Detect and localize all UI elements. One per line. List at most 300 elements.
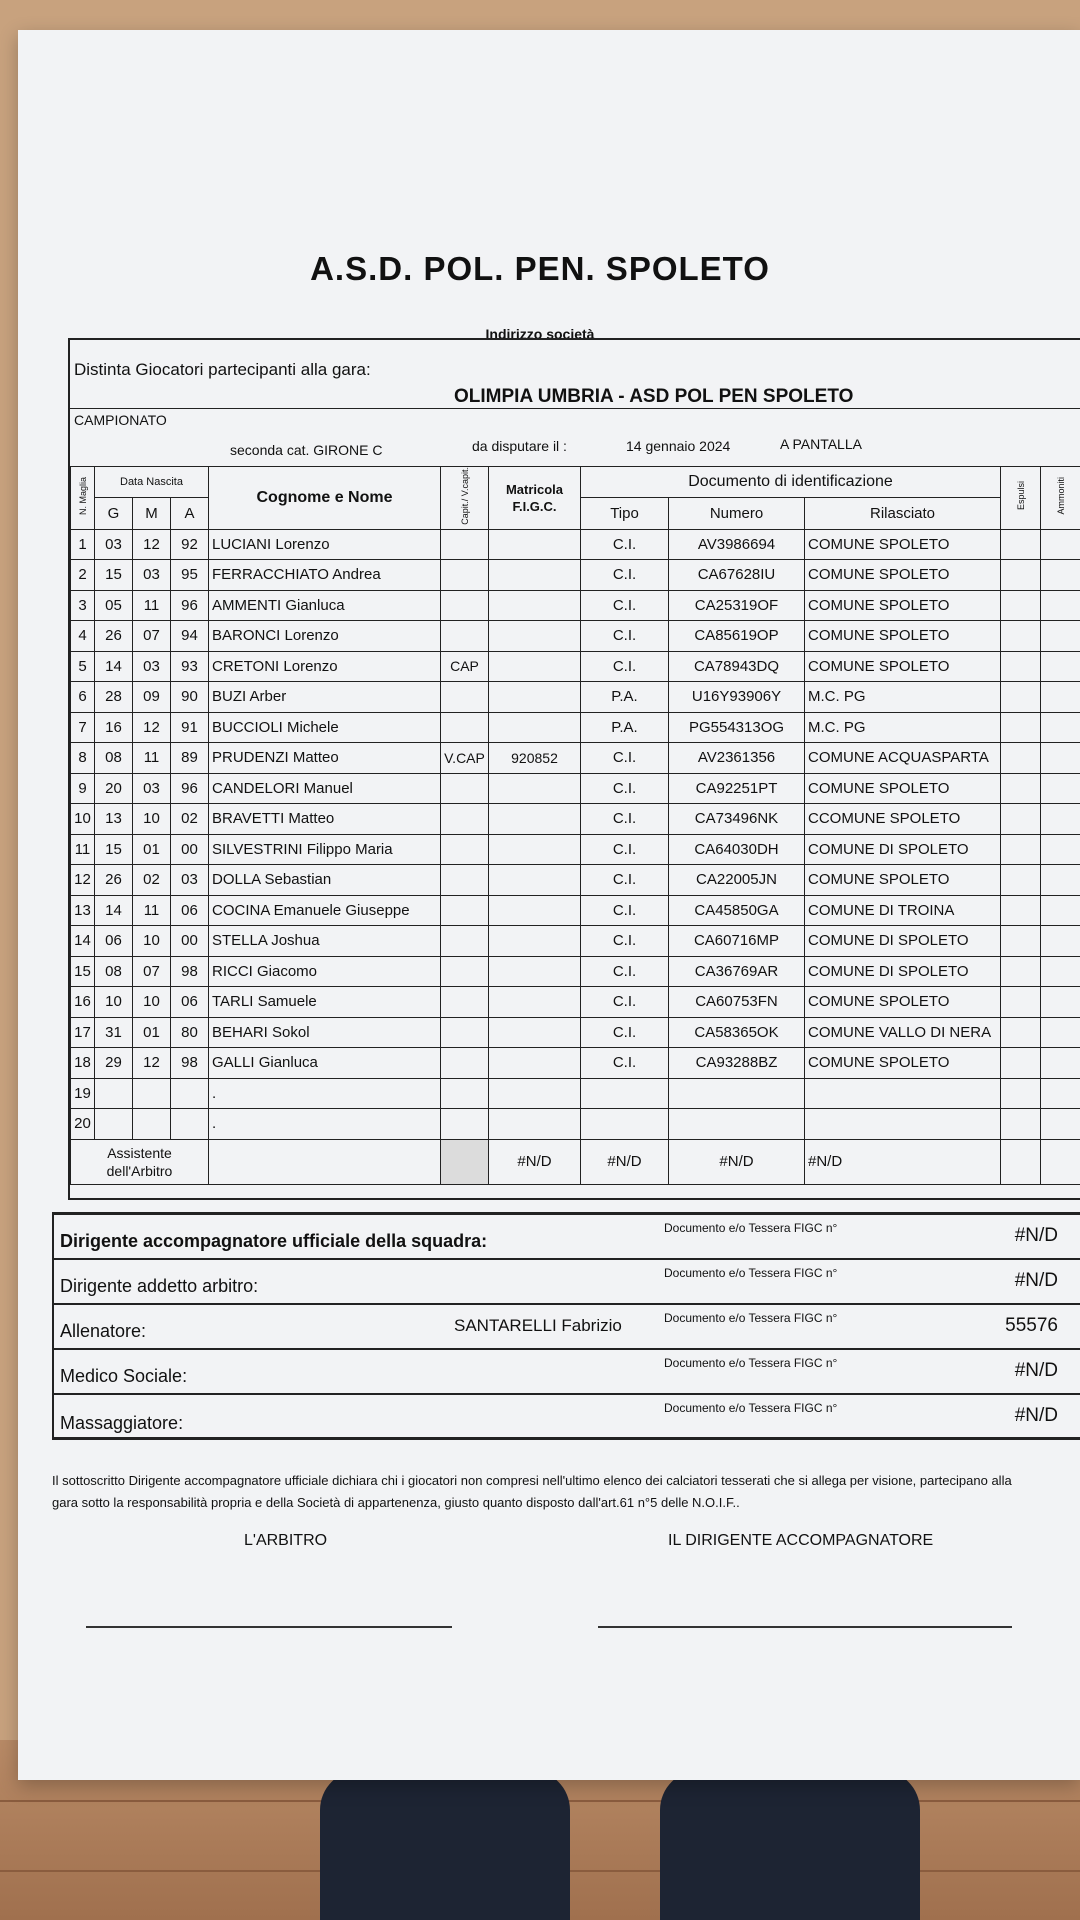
birth-day: 13 xyxy=(95,804,133,835)
disclaimer xyxy=(52,1470,1062,1514)
matricola xyxy=(489,1109,581,1140)
doc-issuer xyxy=(805,1109,1001,1140)
birth-day: 26 xyxy=(95,865,133,896)
espulsi-cell xyxy=(1001,1048,1041,1079)
birth-month: 10 xyxy=(133,804,171,835)
birth-year: 89 xyxy=(171,743,209,774)
official-doc-label: Documento e/o Tessera FIGC n° xyxy=(664,1311,838,1325)
espulsi-cell xyxy=(1001,529,1041,560)
doc-type: C.I. xyxy=(581,590,669,621)
assistant-matricola: #N/D xyxy=(489,1139,581,1184)
official-doc-label: Documento e/o Tessera FIGC n° xyxy=(664,1356,838,1370)
birth-day: 03 xyxy=(95,529,133,560)
captain-mark xyxy=(441,590,489,621)
matricola xyxy=(489,956,581,987)
birth-year: 93 xyxy=(171,651,209,682)
birth-day: 28 xyxy=(95,682,133,713)
doc-type: C.I. xyxy=(581,529,669,560)
disclaimer-line-1: Il sottoscritto Dirigente accompagnatore ufficiale dichiara chi i giocatori non compresi nell'ultimo elenco dei calciatori tesserati che si allega per visione, partecipano alla xyxy=(52,1473,1012,1488)
doc-number: CA60753FN xyxy=(669,987,805,1018)
shirt-number: 6 xyxy=(71,682,95,713)
official-role: Dirigente accompagnatore ufficiale della squadra: xyxy=(60,1231,488,1251)
doc-number: CA67628IU xyxy=(669,560,805,591)
ammoniti-cell xyxy=(1041,682,1080,713)
player-row xyxy=(71,590,1080,621)
doc-number xyxy=(669,1078,805,1109)
birth-day xyxy=(95,1109,133,1140)
doc-issuer: COMUNE SPOLETO xyxy=(805,865,1001,896)
match-name: OLIMPIA UMBRIA - ASD POL PEN SPOLETO xyxy=(454,386,854,407)
assistant-tipo: #N/D xyxy=(581,1139,669,1184)
assistant-referee-row xyxy=(71,1139,1080,1184)
ammoniti-cell xyxy=(1041,1109,1080,1140)
espulsi-cell xyxy=(1001,865,1041,896)
doc-type: C.I. xyxy=(581,773,669,804)
doc-type: C.I. xyxy=(581,560,669,591)
player-row xyxy=(71,651,1080,682)
player-name: BUCCIOLI Michele xyxy=(209,712,441,743)
birth-year xyxy=(171,1078,209,1109)
match-date: 14 gennaio 2024 xyxy=(626,438,731,454)
doc-number: CA22005JN xyxy=(669,865,805,896)
matricola xyxy=(489,590,581,621)
espulsi-cell xyxy=(1001,560,1041,591)
espulsi-cell xyxy=(1001,1078,1041,1109)
birth-month: 02 xyxy=(133,865,171,896)
birth-year: 96 xyxy=(171,773,209,804)
rilasciato-header: Rilasciato xyxy=(805,498,1001,529)
doc-number: CA73496NK xyxy=(669,804,805,835)
espulsi-cell xyxy=(1001,926,1041,957)
player-row xyxy=(71,621,1080,652)
doc-number: CA25319OF xyxy=(669,590,805,621)
birth-year: 98 xyxy=(171,1048,209,1079)
doc-issuer: COMUNE VALLO DI NERA xyxy=(805,1017,1001,1048)
doc-type: C.I. xyxy=(581,834,669,865)
ammoniti-cell xyxy=(1041,590,1080,621)
doc-issuer: COMUNE SPOLETO xyxy=(805,590,1001,621)
doc-issuer: COMUNE SPOLETO xyxy=(805,773,1001,804)
shirt-number: 12 xyxy=(71,865,95,896)
shirt-number: 14 xyxy=(71,926,95,957)
official-row xyxy=(54,1215,1080,1260)
birth-year: 92 xyxy=(171,529,209,560)
shirt-number: 2 xyxy=(71,560,95,591)
espulsi-cell xyxy=(1001,743,1041,774)
doc-issuer: CCOMUNE SPOLETO xyxy=(805,804,1001,835)
birth-month: 10 xyxy=(133,926,171,957)
doc-number: CA36769AR xyxy=(669,956,805,987)
captain-mark xyxy=(441,1048,489,1079)
birth-year: 00 xyxy=(171,926,209,957)
assistant-label-1: Assistente xyxy=(107,1144,172,1161)
birth-month: 01 xyxy=(133,1017,171,1048)
official-doc-value: #N/D xyxy=(1014,1270,1058,1291)
doc-number xyxy=(669,1109,805,1140)
shirt-number: 19 xyxy=(71,1078,95,1109)
matricola xyxy=(489,621,581,652)
player-row xyxy=(71,1048,1080,1079)
ammoniti-cell xyxy=(1041,712,1080,743)
ammoniti-cell xyxy=(1041,773,1080,804)
birth-year: 02 xyxy=(171,804,209,835)
espulsi-cell xyxy=(1001,987,1041,1018)
match-venue: A PANTALLA xyxy=(780,436,862,452)
matricola xyxy=(489,529,581,560)
manager-signature-label: IL DIRIGENTE ACCOMPAGNATORE xyxy=(668,1532,934,1549)
ammoniti-cell xyxy=(1041,743,1080,774)
player-row xyxy=(71,956,1080,987)
assistant-label-2: dell'Arbitro xyxy=(106,1162,173,1179)
birth-month: 07 xyxy=(133,621,171,652)
captain-mark xyxy=(441,987,489,1018)
birth-day: 31 xyxy=(95,1017,133,1048)
player-name: COCINA Emanuele Giuseppe xyxy=(209,895,441,926)
numero-header: Numero xyxy=(669,498,805,529)
player-name: DOLLA Sebastian xyxy=(209,865,441,896)
doc-number: CA45850GA xyxy=(669,895,805,926)
doc-type: C.I. xyxy=(581,956,669,987)
birth-year: 03 xyxy=(171,865,209,896)
birth-month: 07 xyxy=(133,956,171,987)
espulsi-cell xyxy=(1001,1109,1041,1140)
birth-day: 20 xyxy=(95,773,133,804)
assistant-rilasciato: #N/D xyxy=(805,1139,1001,1184)
official-name: SANTARELLI Fabrizio xyxy=(454,1316,622,1335)
doc-type: P.A. xyxy=(581,712,669,743)
shirt-number: 11 xyxy=(71,834,95,865)
official-doc-value: 55576 xyxy=(1005,1315,1058,1336)
ammoniti-cell xyxy=(1041,834,1080,865)
doc-number: CA85619OP xyxy=(669,621,805,652)
captain-mark xyxy=(441,773,489,804)
disclaimer-line-2: gara sotto la responsabilità propria e della Società di appartenenza, giusto quanto disposto dall'art.61 n°5 delle N.O.I.F.. xyxy=(52,1495,740,1510)
birth-month: 11 xyxy=(133,743,171,774)
distinta-label: Distinta Giocatori partecipanti alla gara: xyxy=(74,360,371,379)
captain-mark xyxy=(441,865,489,896)
matricola xyxy=(489,895,581,926)
birth-day: 05 xyxy=(95,590,133,621)
player-name: RICCI Giacomo xyxy=(209,956,441,987)
birth-day: 14 xyxy=(95,651,133,682)
shirt-header: N. Maglia xyxy=(77,476,88,515)
shirt-number: 16 xyxy=(71,987,95,1018)
espulsi-cell xyxy=(1001,773,1041,804)
doc-issuer: COMUNE SPOLETO xyxy=(805,987,1001,1018)
campionato-label: CAMPIONATO xyxy=(74,412,167,428)
official-row xyxy=(54,1395,1080,1440)
doc-issuer: COMUNE DI SPOLETO xyxy=(805,956,1001,987)
espulsi-cell xyxy=(1001,956,1041,987)
birth-year xyxy=(171,1109,209,1140)
birth-day: 08 xyxy=(95,743,133,774)
ammoniti-cell xyxy=(1041,895,1080,926)
official-role: Allenatore: xyxy=(60,1321,147,1341)
doc-issuer: COMUNE SPOLETO xyxy=(805,651,1001,682)
player-row xyxy=(71,682,1080,713)
birth-month: 12 xyxy=(133,712,171,743)
month-header: M xyxy=(133,498,171,529)
captain-mark xyxy=(441,529,489,560)
espulsi-cell xyxy=(1001,712,1041,743)
doc-type: C.I. xyxy=(581,804,669,835)
shirt-number: 20 xyxy=(71,1109,95,1140)
player-row xyxy=(71,804,1080,835)
doc-type: P.A. xyxy=(581,682,669,713)
doc-type: C.I. xyxy=(581,621,669,652)
official-row xyxy=(54,1350,1080,1395)
captain-mark xyxy=(441,956,489,987)
birth-year: 96 xyxy=(171,590,209,621)
referee-signature-label: L'ARBITRO xyxy=(244,1532,328,1549)
player-name: BRAVETTI Matteo xyxy=(209,804,441,835)
espulsi-cell xyxy=(1001,895,1041,926)
birth-month xyxy=(133,1078,171,1109)
player-name: BUZI Arber xyxy=(209,682,441,713)
doc-number: CA78943DQ xyxy=(669,651,805,682)
birth-year: 06 xyxy=(171,895,209,926)
official-doc-label: Documento e/o Tessera FIGC n° xyxy=(664,1401,838,1415)
captain-mark xyxy=(441,804,489,835)
ammoniti-cell xyxy=(1041,956,1080,987)
captain-mark xyxy=(441,560,489,591)
birth-month: 03 xyxy=(133,651,171,682)
birth-month: 11 xyxy=(133,590,171,621)
doc-type: C.I. xyxy=(581,651,669,682)
ammoniti-header: Ammoniti xyxy=(1055,477,1066,515)
player-row xyxy=(71,1078,1080,1109)
shirt-number: 4 xyxy=(71,621,95,652)
official-doc-label: Documento e/o Tessera FIGC n° xyxy=(664,1266,838,1280)
player-name: TARLI Samuele xyxy=(209,987,441,1018)
matricola xyxy=(489,560,581,591)
matricola xyxy=(489,1017,581,1048)
matricola xyxy=(489,926,581,957)
espulsi-cell xyxy=(1001,682,1041,713)
birth-month: 11 xyxy=(133,895,171,926)
birth-month: 10 xyxy=(133,987,171,1018)
captain-mark xyxy=(441,1017,489,1048)
doc-issuer: COMUNE SPOLETO xyxy=(805,529,1001,560)
birth-year: 95 xyxy=(171,560,209,591)
matricola xyxy=(489,987,581,1018)
player-name: SILVESTRINI Filippo Maria xyxy=(209,834,441,865)
ammoniti-cell xyxy=(1041,926,1080,957)
tipo-header: Tipo xyxy=(581,498,669,529)
captain-mark xyxy=(441,682,489,713)
captain-header: Capit./ V.capit. xyxy=(459,467,470,525)
birth-day: 26 xyxy=(95,621,133,652)
doc-type: C.I. xyxy=(581,1048,669,1079)
player-row xyxy=(71,834,1080,865)
players-table xyxy=(70,466,1080,1185)
player-name: FERRACCHIATO Andrea xyxy=(209,560,441,591)
birth-month: 03 xyxy=(133,560,171,591)
ammoniti-cell xyxy=(1041,1078,1080,1109)
player-name: AMMENTI Gianluca xyxy=(209,590,441,621)
player-name: CANDELORI Manuel xyxy=(209,773,441,804)
figc-header: F.I.G.C. xyxy=(512,498,557,514)
ammoniti-cell xyxy=(1041,865,1080,896)
birth-month xyxy=(133,1109,171,1140)
espulsi-cell xyxy=(1001,621,1041,652)
doc-number: CA58365OK xyxy=(669,1017,805,1048)
doc-issuer: COMUNE SPOLETO xyxy=(805,560,1001,591)
birth-month: 12 xyxy=(133,1048,171,1079)
player-name: BEHARI Sokol xyxy=(209,1017,441,1048)
doc-number: PG554313OG xyxy=(669,712,805,743)
birth-day: 08 xyxy=(95,956,133,987)
official-doc-value: #N/D xyxy=(1014,1405,1058,1426)
player-name: LUCIANI Lorenzo xyxy=(209,529,441,560)
shirt-number: 18 xyxy=(71,1048,95,1079)
doc-type xyxy=(581,1109,669,1140)
matricola-header: Matricola xyxy=(505,481,564,497)
ammoniti-cell xyxy=(1041,621,1080,652)
matricola: 920852 xyxy=(489,743,581,774)
shirt-number: 17 xyxy=(71,1017,95,1048)
captain-mark: CAP xyxy=(441,651,489,682)
captain-mark xyxy=(441,1078,489,1109)
club-title: A.S.D. POL. PEN. SPOLETO xyxy=(310,250,770,287)
birth-year: 91 xyxy=(171,712,209,743)
doc-number: CA92251PT xyxy=(669,773,805,804)
player-row xyxy=(71,529,1080,560)
captain-mark xyxy=(441,712,489,743)
player-name: . xyxy=(209,1078,441,1109)
matricola xyxy=(489,682,581,713)
captain-mark xyxy=(441,1109,489,1140)
doc-type: C.I. xyxy=(581,895,669,926)
doc-issuer: COMUNE ACQUASPARTA xyxy=(805,743,1001,774)
doc-issuer: M.C. PG xyxy=(805,682,1001,713)
shirt-number: 10 xyxy=(71,804,95,835)
doc-number: CA93288BZ xyxy=(669,1048,805,1079)
doc-issuer: M.C. PG xyxy=(805,712,1001,743)
birth-day: 14 xyxy=(95,895,133,926)
player-name: BARONCI Lorenzo xyxy=(209,621,441,652)
shirt-number: 13 xyxy=(71,895,95,926)
captain-mark: V.CAP xyxy=(441,743,489,774)
doc-number: AV3986694 xyxy=(669,529,805,560)
doc-number: AV2361356 xyxy=(669,743,805,774)
manager-signature-line xyxy=(598,1626,1012,1628)
category-text: seconda cat. GIRONE C xyxy=(230,442,383,458)
matricola xyxy=(489,651,581,682)
ammoniti-cell xyxy=(1041,804,1080,835)
player-list-form xyxy=(68,338,1080,1200)
player-name: STELLA Joshua xyxy=(209,926,441,957)
birth-year: 94 xyxy=(171,621,209,652)
official-role: Massaggiatore: xyxy=(60,1413,184,1433)
player-row xyxy=(71,1109,1080,1140)
player-name: PRUDENZI Matteo xyxy=(209,743,441,774)
doc-issuer: COMUNE SPOLETO xyxy=(805,621,1001,652)
official-row xyxy=(54,1305,1080,1350)
birth-year: 00 xyxy=(171,834,209,865)
matricola xyxy=(489,834,581,865)
matricola xyxy=(489,1048,581,1079)
doc-number: CA60716MP xyxy=(669,926,805,957)
espulsi-cell xyxy=(1001,1017,1041,1048)
doc-type: C.I. xyxy=(581,743,669,774)
player-row xyxy=(71,712,1080,743)
official-row xyxy=(54,1260,1080,1305)
shirt-number: 3 xyxy=(71,590,95,621)
name-header: Cognome e Nome xyxy=(209,467,441,530)
doc-issuer: COMUNE DI SPOLETO xyxy=(805,834,1001,865)
birth-month: 03 xyxy=(133,773,171,804)
doc-number: U16Y93906Y xyxy=(669,682,805,713)
birth-date-header: Data Nascita xyxy=(95,467,209,498)
birth-year: 80 xyxy=(171,1017,209,1048)
doc-type: C.I. xyxy=(581,865,669,896)
doc-type: C.I. xyxy=(581,1017,669,1048)
doc-issuer: COMUNE SPOLETO xyxy=(805,1048,1001,1079)
player-row xyxy=(71,773,1080,804)
captain-mark xyxy=(441,895,489,926)
player-name: . xyxy=(209,1109,441,1140)
assistant-numero: #N/D xyxy=(669,1139,805,1184)
ammoniti-cell xyxy=(1041,560,1080,591)
official-role: Dirigente addetto arbitro: xyxy=(60,1276,259,1296)
birth-year: 98 xyxy=(171,956,209,987)
player-row xyxy=(71,895,1080,926)
birth-year: 06 xyxy=(171,987,209,1018)
player-row xyxy=(71,926,1080,957)
captain-mark xyxy=(441,834,489,865)
document-header: Documento di identificazione xyxy=(581,467,1001,498)
player-row xyxy=(71,987,1080,1018)
player-row xyxy=(71,1017,1080,1048)
espulsi-header: Espulsi xyxy=(1015,481,1026,511)
official-doc-value: #N/D xyxy=(1014,1360,1058,1381)
birth-day: 15 xyxy=(95,560,133,591)
officials-section xyxy=(52,1212,1080,1440)
birth-day: 10 xyxy=(95,987,133,1018)
matricola xyxy=(489,865,581,896)
birth-year: 90 xyxy=(171,682,209,713)
doc-issuer xyxy=(805,1078,1001,1109)
doc-issuer: COMUNE DI TROINA xyxy=(805,895,1001,926)
official-doc-value: #N/D xyxy=(1014,1225,1058,1246)
matricola xyxy=(489,773,581,804)
ammoniti-cell xyxy=(1041,1048,1080,1079)
doc-issuer: COMUNE DI SPOLETO xyxy=(805,926,1001,957)
birth-day: 16 xyxy=(95,712,133,743)
shirt-number: 7 xyxy=(71,712,95,743)
birth-day: 06 xyxy=(95,926,133,957)
player-row xyxy=(71,865,1080,896)
birth-month: 12 xyxy=(133,529,171,560)
date-label: da disputare il : xyxy=(472,438,567,454)
birth-day: 29 xyxy=(95,1048,133,1079)
ammoniti-cell xyxy=(1041,651,1080,682)
espulsi-cell xyxy=(1001,590,1041,621)
address-label: Indirizzo società xyxy=(485,326,595,342)
player-row xyxy=(71,560,1080,591)
shirt-number: 8 xyxy=(71,743,95,774)
espulsi-cell xyxy=(1001,651,1041,682)
birth-day: 15 xyxy=(95,834,133,865)
birth-month: 01 xyxy=(133,834,171,865)
matricola xyxy=(489,1078,581,1109)
ammoniti-cell xyxy=(1041,529,1080,560)
doc-number: CA64030DH xyxy=(669,834,805,865)
shirt-number: 1 xyxy=(71,529,95,560)
player-name: CRETONI Lorenzo xyxy=(209,651,441,682)
captain-mark xyxy=(441,621,489,652)
